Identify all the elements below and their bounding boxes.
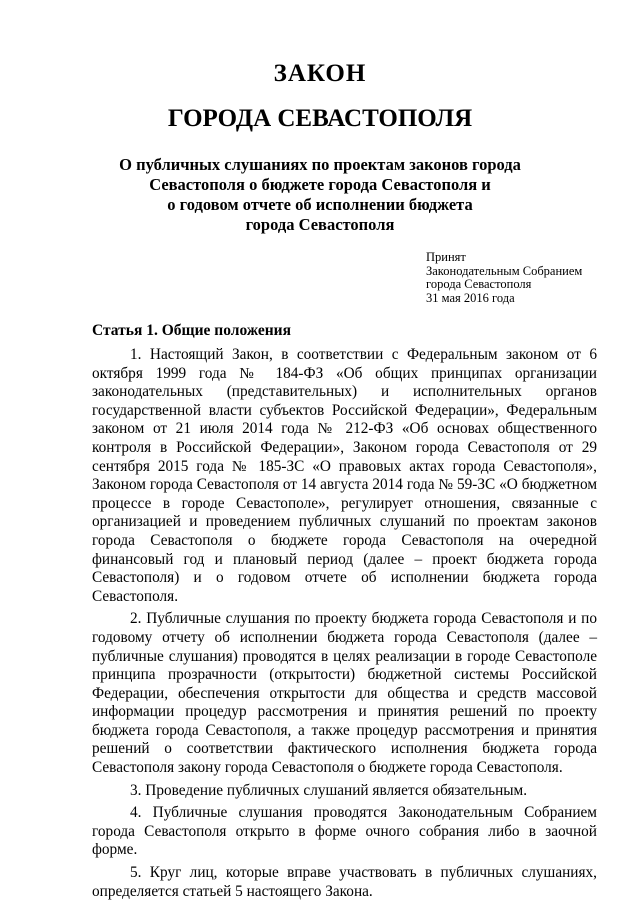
law-title: ЗАКОН xyxy=(273,60,367,87)
law-subject-line: о годовом отчете об исполнении бюджета xyxy=(167,195,473,214)
article-paragraph: 4. Публичные слушания проводятся Законодательным Собранием города Севастополя открыто в форме очного собрания либо в заочной форме. xyxy=(92,804,597,859)
article-body xyxy=(92,346,597,905)
law-city: ГОРОДА СЕВАСТОПОЛЯ xyxy=(167,105,473,132)
adoption-line: города Севастополя xyxy=(426,277,532,291)
adoption-line: 31 мая 2016 года xyxy=(426,290,515,305)
law-subject-line: города Севастополя xyxy=(245,215,395,234)
article-paragraph: 3. Проведение публичных слушаний является обязательным. xyxy=(130,781,528,799)
law-subject xyxy=(100,155,540,235)
adoption-note xyxy=(426,251,582,305)
article-paragraph: 2. Публичные слушания по проекту бюджета города Севастополя и по годовому отчету об исполнении бюджета города Севастополя (далее – публичные слушания) проводятся в целях реализации в городе Севастополе принципа прозрачности (открытости) бюджетной системы Российской Федерации, обеспечения открытости для общества и средств массовой информации процедур рассмотрения и принятия решений по проекту бюджета города Севастополя, а также процедур рассмотрения и принятия решений о соответствии фактического исполнения бюджета города Севастополя закону города Севастополя о бюджете города Севастополя. xyxy=(92,610,597,777)
article-paragraph: 5. Круг лиц, которые вправе участвовать в публичных слушаниях, определяется статьей 5 настоящего Закона. xyxy=(92,864,597,900)
law-subject-line: Севастополя о бюджете города Севастополя и xyxy=(149,175,491,194)
article-paragraph: 1. Настоящий Закон, в соответствии с Федеральным законом от 6 октября 1999 года № 184-ФЗ «Об общих принципах организации законодательных (представительных) и исполнительных органов государственной власти субъектов Российской Федерации», Федеральным законом от 21 июля 2014 года № 212-ФЗ «Об основах общественного контроля в Российской Федерации», Законом города Севастополя от 29 сентября 2015 года № 185-ЗС «О правовых актах города Севастополя», Законом города Севастополя от 14 августа 2014 года № 59-ЗС «О бюджетном процессе в городе Севастополе», регулирует отношения, связанные с организацией и проведением публичных слушаний по проектам законов города Севастополя о бюджете города Севастополя на очередной финансовый год и плановый период (далее – проект бюджета города Севастополя) и о годовом отчете об исполнении бюджета города Севастополя. xyxy=(92,346,597,605)
adoption-line: Законодательным Собранием xyxy=(426,263,583,278)
law-subject-line: О публичных слушаниях по проектам законов города xyxy=(119,155,521,174)
adoption-line: Принят xyxy=(426,250,466,264)
article-heading: Статья 1. Общие положения xyxy=(92,322,291,339)
